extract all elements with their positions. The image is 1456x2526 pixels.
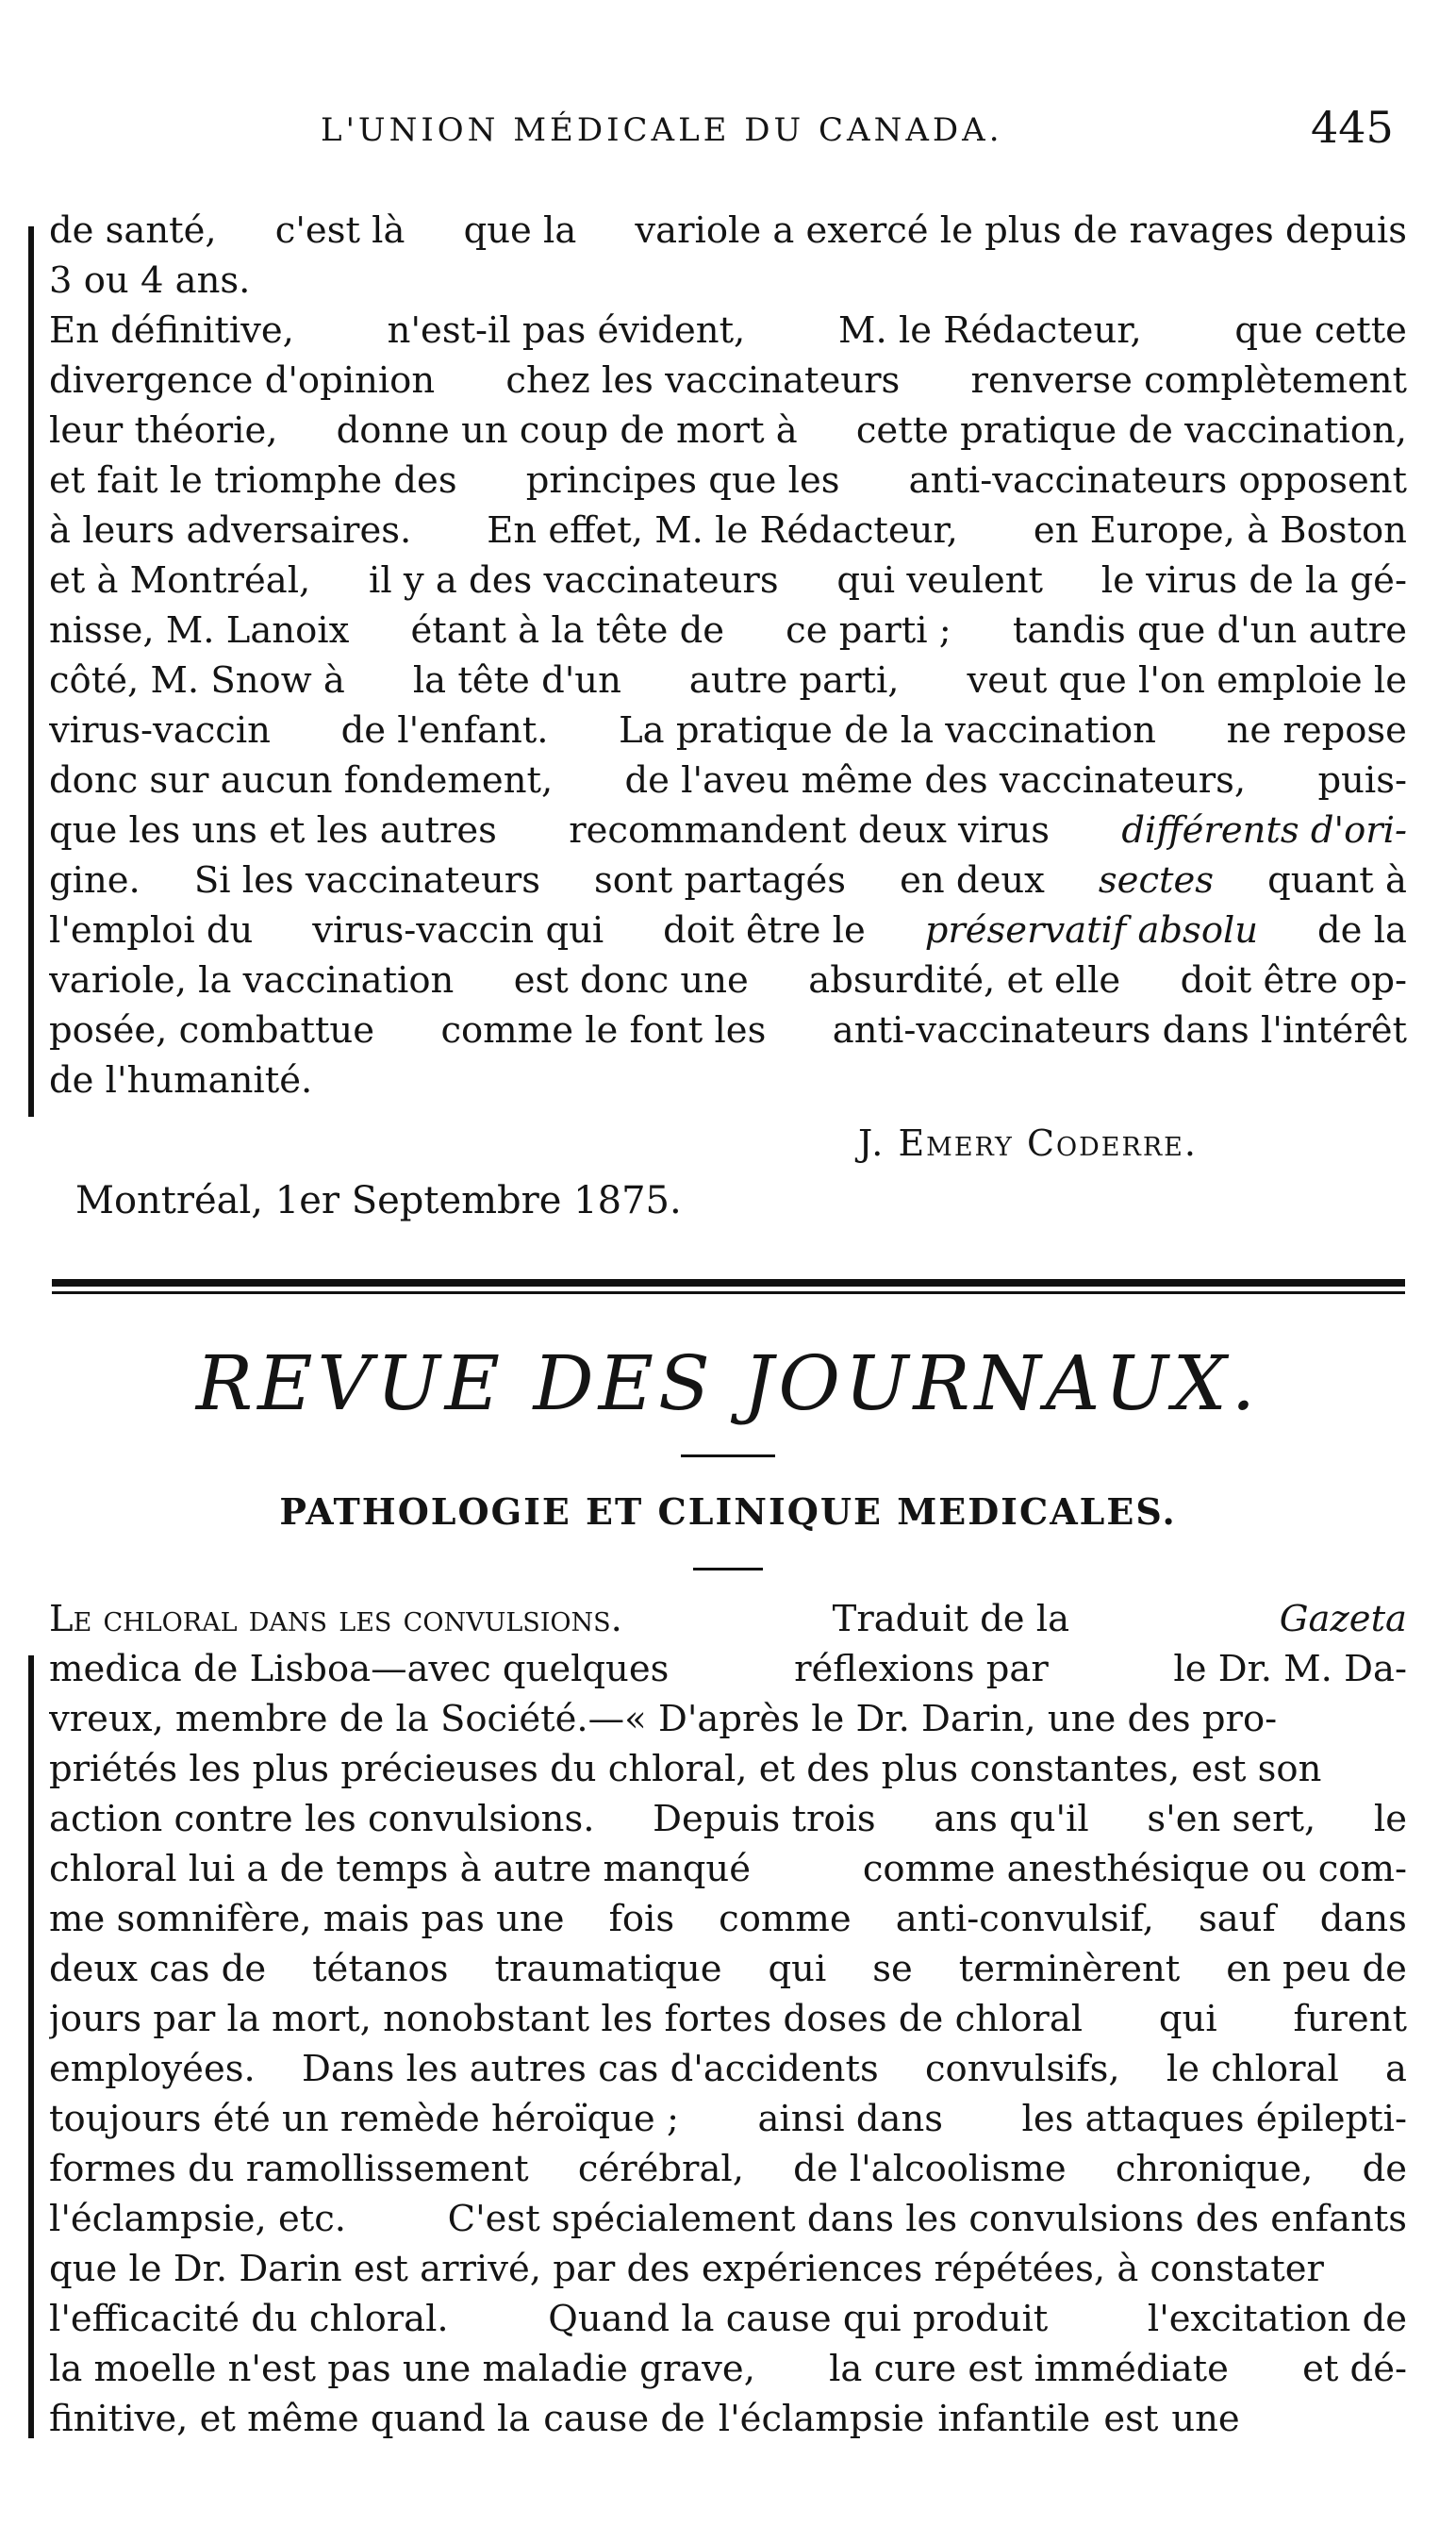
text-segment: Dans les autres cas d'accidents: [302, 2048, 879, 2090]
text-segment: qui veulent: [836, 559, 1044, 602]
text-segment: qui: [1158, 1998, 1217, 2040]
text-segment: sectes: [1098, 859, 1215, 902]
text-segment: variole, la vaccination: [49, 959, 455, 1002]
text-segment: doit être op-: [1180, 959, 1407, 1002]
text-segment: action contre les convulsions.: [49, 1798, 595, 1840]
text-segment: autre parti,: [688, 659, 900, 702]
text-line: [49, 1844, 1407, 1894]
text-segment: En définitive,: [49, 309, 294, 352]
text-segment: Depuis trois: [653, 1798, 876, 1840]
text-segment: quant à: [1267, 859, 1407, 902]
text-segment: l'emploi du: [49, 909, 254, 952]
text-segment: virus-vaccin qui: [312, 909, 604, 952]
text-line: [49, 2244, 1407, 2294]
text-segment: c'est là: [274, 209, 405, 252]
text-segment: fois: [608, 1898, 675, 1940]
text-segment: puis-: [1317, 759, 1407, 802]
text-segment: me somnifère, mais pas une: [49, 1898, 565, 1940]
text-segment: est donc une: [513, 959, 749, 1002]
text-line: [49, 1894, 1407, 1944]
text-segment: il y a des vaccinateurs: [369, 559, 779, 602]
section-subheading: PATHOLOGIE ET CLINIQUE MEDICALES.: [279, 1490, 1177, 1533]
text-segment: le chloral: [1166, 2048, 1339, 2090]
text-segment: jours par la mort, nonobstant les fortes doses de chloral: [49, 1998, 1084, 2040]
text-line: [49, 2044, 1407, 2094]
text-segment: la cure est immédiate: [829, 2348, 1229, 2390]
text-line: [49, 506, 1407, 556]
text-segment: en Europe, à Boston: [1033, 509, 1407, 552]
running-title: L'UNION MÉDICALE DU CANADA.: [321, 111, 1003, 149]
text-segment: terminèrent: [958, 1948, 1181, 1990]
text-segment: doit être le: [663, 909, 866, 952]
text-segment: recommandent deux virus: [569, 809, 1051, 852]
text-segment: le: [1373, 1798, 1407, 1840]
text-segment: à leurs adversaires.: [49, 509, 412, 552]
text-segment: C'est spécialement dans les convulsions des enfants: [447, 2198, 1407, 2240]
text-segment: ne repose: [1226, 709, 1407, 752]
text-line: [49, 1644, 1407, 1694]
text-line: [49, 2394, 1407, 2444]
text-segment: employées.: [49, 2048, 256, 2090]
text-segment: en peu de: [1226, 1948, 1407, 1990]
text-segment: et à Montréal,: [49, 559, 311, 602]
text-segment: de l'alcoolisme: [793, 2148, 1067, 2190]
text-segment: toujours été un remède héroïque ;: [49, 2098, 679, 2140]
text-line: [49, 856, 1407, 906]
text-segment: de l'enfant.: [340, 709, 549, 752]
text-line: [49, 356, 1407, 406]
signature: J. Emery Coderre.: [858, 1122, 1198, 1164]
text-segment: cérébral,: [577, 2148, 744, 2190]
text-segment: qui: [768, 1948, 827, 1990]
text-segment: que les uns et les autres: [49, 809, 497, 852]
text-segment: est: [1103, 2398, 1159, 2440]
article-text: [49, 1594, 1407, 2444]
title-rule: [681, 1454, 775, 1457]
text-segment: gine.: [49, 859, 141, 902]
text-segment: l'excitation de: [1147, 2298, 1407, 2340]
text-segment: ans qu'il: [934, 1798, 1089, 1840]
text-segment: côté, M. Snow à: [49, 659, 345, 702]
text-segment: divergence d'opinion: [49, 359, 436, 402]
text-line: [49, 2344, 1407, 2394]
text-segment: variole a exercé le plus de ravages depuis: [635, 209, 1407, 252]
text-segment: donc sur aucun fondement,: [49, 759, 554, 802]
text-segment: Quand la cause qui produit: [548, 2298, 1049, 2340]
text-segment: priétés les plus précieuses du chloral, et des plus constantes, est son: [49, 1748, 1322, 1790]
text-line: [49, 806, 1407, 856]
text-segment: différents d'ori-: [1121, 809, 1407, 852]
text-segment: comme: [719, 1898, 852, 1940]
text-line: [49, 1944, 1407, 1994]
text-segment: n'est-il pas évident,: [387, 309, 746, 352]
text-segment: M. le Rédacteur,: [838, 309, 1142, 352]
text-line: [49, 1694, 1407, 1744]
text-line: [49, 656, 1407, 706]
text-segment: formes du ramollissement: [49, 2148, 529, 2190]
text-segment: posée, combattue: [49, 1009, 374, 1052]
text-line: [49, 906, 1407, 956]
text-segment: que cette: [1234, 309, 1407, 352]
text-segment: l'éclampsie, etc.: [49, 2198, 347, 2240]
text-segment: En effet, M. le Rédacteur,: [487, 509, 958, 552]
section-title: REVUE DES JOURNAUX.: [195, 1339, 1261, 1427]
text-segment: anti-vaccinateurs opposent: [908, 459, 1407, 502]
text-segment: donne un coup de mort à: [336, 409, 798, 452]
text-segment: ce parti ;: [786, 609, 951, 652]
text-segment: vreux, membre de la Société.—« D'après le Dr. Darin, une des pro-: [49, 1698, 1278, 1740]
text-line: [49, 256, 1407, 306]
text-segment: et fait le triomphe des: [49, 459, 457, 502]
letter-text: [49, 206, 1407, 1105]
text-segment: préservatif absolu: [924, 909, 1259, 952]
margin-bar-article: [28, 1655, 34, 2438]
text-segment: les attaques épilepti-: [1021, 2098, 1407, 2140]
text-segment: renverse complètement: [970, 359, 1407, 402]
text-line: [49, 1005, 1407, 1055]
text-segment: medica de Lisboa—avec quelques: [49, 1648, 670, 1690]
text-line: [49, 556, 1407, 606]
margin-bar-letter: [28, 226, 34, 1117]
text-segment: de l'aveu même des vaccinateurs,: [624, 759, 1247, 802]
text-segment: comme le font les: [440, 1009, 767, 1052]
text-line: [49, 606, 1407, 656]
text-segment: que la: [463, 209, 577, 252]
text-segment: que le Dr. Darin est arrivé, par des expériences répétées, à constater: [49, 2248, 1324, 2290]
text-segment: Gazeta: [1279, 1598, 1407, 1640]
text-segment: cette pratique de vaccination,: [855, 409, 1407, 452]
text-segment: s'en sert,: [1147, 1798, 1316, 1840]
subheading-rule: [693, 1568, 763, 1570]
text-line: [49, 1594, 1407, 1644]
text-segment: le Dr. M. Da-: [1173, 1648, 1407, 1690]
text-segment: chloral lui a de temps à autre manqué: [49, 1848, 752, 1890]
text-line: [49, 2194, 1407, 2244]
text-line: [49, 306, 1407, 356]
text-segment: la moelle n'est pas une maladie grave,: [49, 2348, 755, 2390]
text-segment: furent: [1293, 1998, 1407, 2040]
dateline: Montréal, 1er Septembre 1875.: [75, 1179, 682, 1222]
text-line: [49, 956, 1407, 1005]
text-segment: sauf: [1198, 1898, 1276, 1940]
text-segment: convulsifs,: [924, 2048, 1120, 2090]
text-segment: de: [1362, 2148, 1407, 2190]
text-segment: de santé,: [49, 209, 217, 252]
text-segment: chronique,: [1115, 2148, 1314, 2190]
text-segment: finitive, et même quand la: [49, 2398, 531, 2440]
text-line: [49, 1744, 1407, 1794]
text-line: [49, 456, 1407, 506]
text-segment: étant à la tête de: [410, 609, 725, 652]
text-segment: cause de: [543, 2398, 705, 2440]
text-line: [49, 2094, 1407, 2144]
text-segment: veut que l'on emploie le: [967, 659, 1407, 702]
section-divider: [52, 1279, 1405, 1296]
text-segment: Le chloral dans les convulsions.: [49, 1598, 622, 1640]
text-segment: l'éclampsie: [718, 2398, 925, 2440]
text-segment: une: [1171, 2398, 1240, 2440]
text-segment: principes que les: [525, 459, 840, 502]
text-segment: la tête d'un: [412, 659, 621, 702]
text-line: [49, 756, 1407, 806]
text-segment: tandis que d'un autre: [1012, 609, 1407, 652]
text-segment: a: [1385, 2048, 1407, 2090]
text-segment: se: [872, 1948, 913, 1990]
text-segment: le virus de la gé-: [1100, 559, 1407, 602]
text-segment: dans: [1319, 1898, 1407, 1940]
text-line: [49, 1994, 1407, 2044]
text-segment: absurdité, et elle: [808, 959, 1121, 1002]
text-segment: Traduit de la: [832, 1598, 1070, 1640]
text-segment: ainsi dans: [757, 2098, 943, 2140]
text-segment: de la: [1317, 909, 1407, 952]
text-segment: La pratique de la vaccination: [619, 709, 1156, 752]
text-segment: anti-vaccinateurs dans l'intérêt: [832, 1009, 1407, 1052]
text-segment: sont partagés: [594, 859, 847, 902]
text-segment: Si les vaccinateurs: [193, 859, 540, 902]
text-segment: deux cas de: [49, 1948, 267, 1990]
text-line: [49, 1055, 1407, 1105]
text-segment: tétanos: [312, 1948, 449, 1990]
text-segment: en deux: [900, 859, 1045, 902]
text-line: [49, 1794, 1407, 1844]
text-line: [49, 206, 1407, 256]
text-line: [49, 406, 1407, 456]
text-segment: traumatique: [494, 1948, 722, 1990]
text-segment: réflexions par: [794, 1648, 1049, 1690]
text-segment: chez les vaccinateurs: [505, 359, 901, 402]
text-line: [49, 2294, 1407, 2344]
text-segment: nisse, M. Lanoix: [49, 609, 350, 652]
text-segment: 3 ou 4 ans.: [49, 259, 251, 302]
text-line: [49, 2144, 1407, 2194]
text-segment: infantile: [937, 2398, 1091, 2440]
text-segment: leur théorie,: [49, 409, 278, 452]
text-segment: de l'humanité.: [49, 1059, 313, 1102]
page-number: 445: [1311, 102, 1394, 153]
text-segment: et dé-: [1302, 2348, 1407, 2390]
text-segment: virus-vaccin: [49, 709, 271, 752]
text-line: [49, 706, 1407, 756]
text-segment: comme anesthésique ou com-: [862, 1848, 1407, 1890]
text-segment: anti-convulsif,: [895, 1898, 1154, 1940]
page-header: [0, 102, 1456, 168]
text-segment: l'efficacité du chloral.: [49, 2298, 449, 2340]
